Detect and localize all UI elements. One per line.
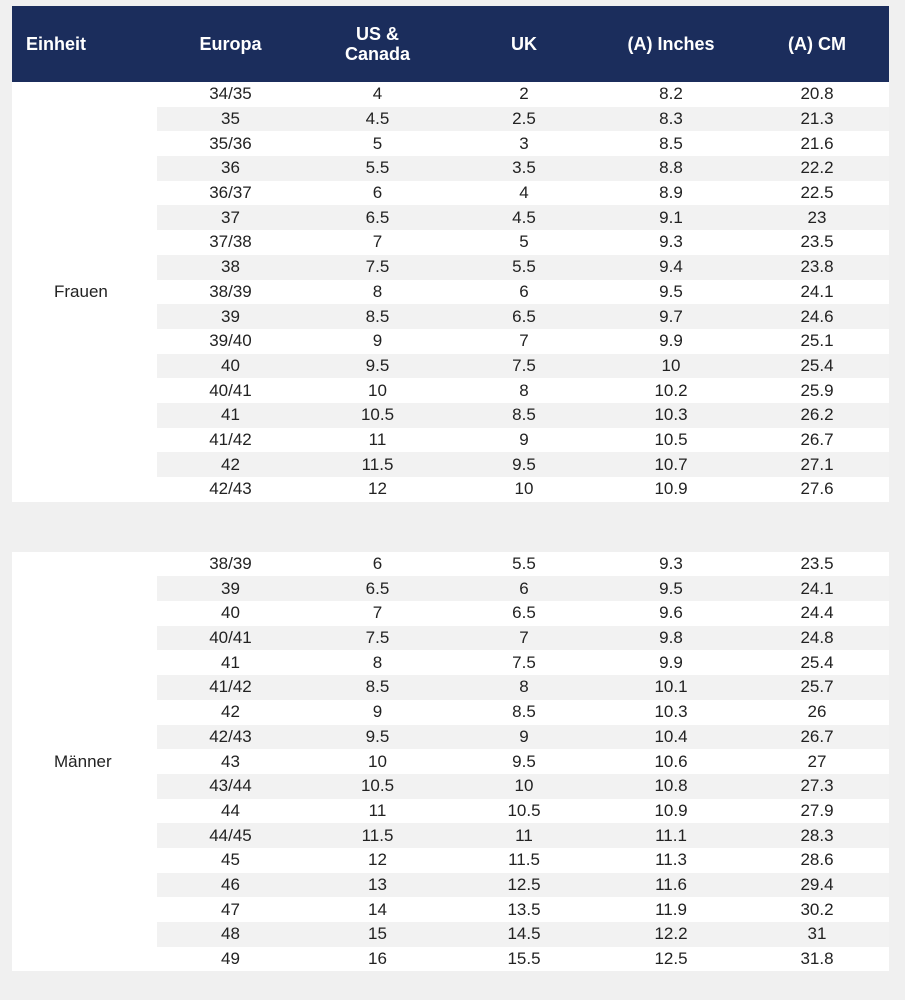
- cell-us-canada: 6: [372, 183, 383, 203]
- cell-uk: 8: [519, 677, 529, 697]
- cell-europa: 45: [221, 850, 240, 870]
- table-row: [157, 848, 889, 873]
- cell-us-canada: 9.5: [365, 726, 390, 746]
- table-row: [157, 354, 889, 379]
- cell-uk: 7.5: [512, 355, 536, 375]
- cell-europa: 38/39: [209, 554, 252, 574]
- cell-europa: 42: [221, 702, 240, 722]
- header-uk: UK: [511, 34, 537, 54]
- cell-us-canada: 10.5: [360, 776, 395, 796]
- cell-us-canada: 5.5: [365, 158, 390, 178]
- cell-us-canada: 7: [372, 232, 383, 252]
- cell-us-canada: 6.5: [365, 207, 390, 227]
- cell-cm: 20.8: [800, 84, 834, 104]
- cell-uk: 8: [519, 380, 529, 400]
- cell-uk: 9: [519, 429, 529, 449]
- cell-us-canada: 12: [368, 479, 387, 499]
- cell-us-canada: 7: [372, 603, 383, 623]
- cell-us-canada: 16: [368, 949, 387, 969]
- table-row: [157, 947, 889, 972]
- cell-us-canada: 6: [372, 554, 383, 574]
- cell-cm: 24.6: [800, 306, 834, 326]
- table-row: [157, 799, 889, 824]
- cell-uk: 10.5: [507, 800, 541, 820]
- cell-europa: 42/43: [209, 726, 252, 746]
- cell-us-canada: 9: [372, 331, 383, 351]
- cell-europa: 36: [221, 158, 240, 178]
- cell-uk: 5: [519, 232, 529, 252]
- cell-us-canada: 10: [368, 380, 387, 400]
- cell-cm: 27.9: [800, 800, 834, 820]
- cell-us-canada: 9: [372, 702, 383, 722]
- cell-cm: 26.7: [800, 726, 834, 746]
- cell-europa: 46: [221, 874, 240, 894]
- cell-europa: 40: [221, 355, 240, 375]
- cell-inches: 9.1: [659, 207, 683, 227]
- table-row: [157, 823, 889, 848]
- cell-us-canada: 11: [368, 800, 387, 820]
- table-row: [157, 82, 889, 107]
- cell-uk: 3: [519, 133, 529, 153]
- cell-us-canada: 8.5: [365, 306, 390, 326]
- cell-us-canada: 10: [368, 751, 387, 771]
- cell-cm: 28.3: [800, 825, 834, 845]
- cell-us-canada: 8: [372, 281, 383, 301]
- cell-inches: 10.3: [654, 702, 688, 722]
- cell-inches: 8.8: [659, 158, 683, 178]
- cell-inches: 9.5: [659, 578, 683, 598]
- cell-us-canada: 8.5: [365, 677, 390, 697]
- header-cm: (A) CM: [788, 34, 846, 54]
- cell-uk: 11.5: [508, 850, 540, 870]
- cell-inches: 10.3: [654, 405, 688, 425]
- table-row: [157, 156, 889, 181]
- cell-europa: 41/42: [209, 429, 252, 449]
- cell-europa: 43/44: [209, 776, 252, 796]
- cell-cm: 24.4: [800, 603, 834, 623]
- cell-inches: 10.9: [654, 479, 688, 499]
- cell-cm: 21.3: [800, 109, 834, 129]
- cell-cm: 25.1: [800, 331, 834, 351]
- cell-cm: 24.8: [800, 628, 834, 648]
- cell-europa: 40: [221, 603, 240, 623]
- cell-inches: 9.8: [659, 628, 683, 648]
- rows-frauen: [157, 82, 889, 502]
- cell-inches: 10.4: [654, 726, 688, 746]
- cell-cm: 25.9: [800, 380, 834, 400]
- cell-uk: 4.5: [512, 207, 536, 227]
- cell-inches: 8.9: [659, 183, 683, 203]
- cell-inches: 12.2: [654, 924, 688, 944]
- cell-us-canada: 4: [372, 84, 383, 104]
- cell-inches: 11.3: [655, 850, 687, 870]
- group-label-maenner: Männer: [54, 751, 112, 771]
- cell-us-canada: 13: [368, 874, 387, 894]
- cell-cm: 25.7: [800, 677, 834, 697]
- table-row: [157, 601, 889, 626]
- cell-uk: 7: [519, 628, 529, 648]
- cell-uk: 6: [519, 578, 529, 598]
- cell-uk: 9.5: [512, 751, 536, 771]
- cell-cm: 23.8: [800, 257, 834, 277]
- cell-inches: 9.3: [659, 232, 683, 252]
- table-row: [157, 650, 889, 675]
- cell-cm: 29.4: [800, 874, 834, 894]
- table-row: [157, 675, 889, 700]
- cell-cm: 31: [807, 924, 827, 944]
- cell-us-canada: 8: [372, 652, 383, 672]
- cell-cm: 24.1: [800, 281, 834, 301]
- cell-europa: 40/41: [209, 380, 252, 400]
- table-row: [157, 897, 889, 922]
- cell-us-canada: 10.5: [360, 405, 395, 425]
- cell-uk: 2: [519, 84, 529, 104]
- table-row: [157, 873, 889, 898]
- table-row: [157, 774, 889, 799]
- header-einheit: Einheit: [26, 34, 87, 54]
- cell-inches: 9.7: [659, 306, 683, 326]
- cell-us-canada: 4.5: [365, 109, 390, 129]
- table-row: [157, 280, 889, 305]
- table-row: [157, 378, 889, 403]
- cell-cm: 25.4: [800, 652, 834, 672]
- cell-inches: 9.5: [659, 281, 683, 301]
- cell-cm: 26: [807, 702, 827, 722]
- table-header: [12, 6, 889, 82]
- cell-inches: 11.9: [655, 899, 687, 919]
- group-maenner: [12, 552, 889, 972]
- table-row: [157, 749, 889, 774]
- cell-us-canada: 11.5: [361, 825, 394, 845]
- cell-europa: 35/36: [209, 133, 252, 153]
- cell-us-canada: 11.5: [361, 454, 394, 474]
- cell-europa: 35: [221, 109, 240, 129]
- cell-uk: 7: [519, 331, 529, 351]
- table-row: [157, 230, 889, 255]
- cell-us-canada: 11: [368, 429, 387, 449]
- cell-uk: 7.5: [512, 652, 536, 672]
- cell-europa: 41: [221, 405, 240, 425]
- cell-inches: 10.6: [654, 751, 688, 771]
- cell-europa: 49: [221, 949, 240, 969]
- cell-cm: 25.4: [800, 355, 834, 375]
- table-row: [157, 576, 889, 601]
- header-inches: (A) Inches: [627, 34, 715, 54]
- cell-inches: 10.5: [654, 429, 688, 449]
- cell-inches: 10.1: [654, 677, 688, 697]
- cell-europa: 40/41: [209, 628, 252, 648]
- cell-inches: 10: [661, 355, 681, 375]
- cell-cm: 22.5: [800, 183, 834, 203]
- cell-us-canada: 5: [372, 133, 383, 153]
- table-row: [157, 131, 889, 156]
- cell-europa: 39: [221, 306, 240, 326]
- size-chart-table: [12, 6, 889, 971]
- cell-europa: 43: [221, 751, 240, 771]
- cell-europa: 44/45: [209, 825, 252, 845]
- cell-cm: 27.1: [800, 454, 834, 474]
- cell-uk: 5.5: [512, 554, 536, 574]
- cell-inches: 10.8: [654, 776, 688, 796]
- cell-uk: 8.5: [512, 405, 536, 425]
- header-us-canada: US & Canada: [344, 24, 411, 64]
- rows-maenner: [157, 552, 889, 972]
- cell-inches: 9.9: [659, 331, 683, 351]
- cell-cm: 27.6: [800, 479, 834, 499]
- cell-cm: 21.6: [800, 133, 834, 153]
- cell-inches: 9.9: [659, 652, 683, 672]
- cell-uk: 13.5: [507, 899, 541, 919]
- cell-europa: 38: [221, 257, 240, 277]
- cell-europa: 36/37: [209, 183, 252, 203]
- table-row: [157, 626, 889, 651]
- cell-us-canada: 12: [368, 850, 387, 870]
- cell-inches: 10.7: [654, 454, 688, 474]
- cell-cm: 27.3: [800, 776, 834, 796]
- table-row: [157, 107, 889, 132]
- cell-cm: 27: [807, 751, 827, 771]
- cell-europa: 42/43: [209, 479, 252, 499]
- cell-uk: 15.5: [507, 949, 541, 969]
- table-row: [157, 477, 889, 502]
- cell-inches: 9.6: [659, 603, 683, 623]
- group-label-frauen: Frauen: [54, 281, 108, 301]
- cell-uk: 5.5: [512, 257, 536, 277]
- cell-europa: 42: [221, 454, 240, 474]
- cell-uk: 2.5: [512, 109, 536, 129]
- cell-uk: 10: [514, 479, 534, 499]
- cell-uk: 6.5: [512, 306, 536, 326]
- table-row: [157, 725, 889, 750]
- cell-cm: 24.1: [800, 578, 834, 598]
- cell-uk: 9: [519, 726, 529, 746]
- cell-cm: 23.5: [800, 554, 834, 574]
- cell-inches: 8.5: [659, 133, 683, 153]
- cell-europa: 48: [221, 924, 240, 944]
- cell-inches: 11.1: [655, 825, 687, 845]
- table-row: [157, 922, 889, 947]
- cell-uk: 6.5: [512, 603, 536, 623]
- cell-us-canada: 14: [368, 899, 387, 919]
- cell-us-canada: 7.5: [365, 257, 390, 277]
- cell-inches: 11.6: [655, 874, 687, 894]
- cell-europa: 47: [221, 899, 240, 919]
- cell-europa: 34/35: [209, 84, 252, 104]
- cell-uk: 8.5: [512, 702, 536, 722]
- cell-uk: 12.5: [507, 874, 541, 894]
- cell-uk: 11: [515, 825, 533, 845]
- cell-cm: 26.7: [800, 429, 834, 449]
- cell-cm: 23: [807, 207, 827, 227]
- table-row: [157, 181, 889, 206]
- table-row: [157, 329, 889, 354]
- cell-uk: 10: [514, 776, 534, 796]
- table-row: [157, 304, 889, 329]
- cell-cm: 31.8: [800, 949, 834, 969]
- cell-inches: 8.2: [659, 84, 683, 104]
- table-row: [157, 403, 889, 428]
- cell-cm: 30.2: [800, 899, 834, 919]
- cell-uk: 4: [519, 183, 529, 203]
- cell-us-canada: 6.5: [365, 578, 390, 598]
- cell-us-canada: 7.5: [365, 628, 390, 648]
- cell-uk: 6: [519, 281, 529, 301]
- table-row: [157, 452, 889, 477]
- cell-cm: 26.2: [800, 405, 834, 425]
- cell-uk: 3.5: [512, 158, 536, 178]
- cell-cm: 22.2: [800, 158, 834, 178]
- cell-inches: 12.5: [654, 949, 688, 969]
- cell-us-canada: 15: [368, 924, 387, 944]
- cell-europa: 38/39: [209, 281, 252, 301]
- group-separator: [12, 502, 889, 552]
- group-frauen: [12, 82, 889, 502]
- table-row: [157, 552, 889, 577]
- cell-cm: 23.5: [800, 232, 834, 252]
- cell-uk: 9.5: [512, 454, 536, 474]
- cell-inches: 9.4: [659, 257, 683, 277]
- cell-uk: 14.5: [507, 924, 541, 944]
- cell-europa: 41: [221, 652, 240, 672]
- cell-inches: 10.2: [654, 380, 688, 400]
- cell-us-canada: 9.5: [365, 355, 390, 375]
- header-europa: Europa: [199, 34, 262, 54]
- cell-inches: 8.3: [659, 109, 683, 129]
- cell-cm: 28.6: [800, 850, 834, 870]
- cell-europa: 37: [221, 207, 240, 227]
- cell-europa: 37/38: [209, 232, 252, 252]
- table-row: [157, 700, 889, 725]
- table-row: [157, 205, 889, 230]
- cell-europa: 39/40: [209, 331, 252, 351]
- cell-inches: 10.9: [654, 800, 688, 820]
- table-row: [157, 428, 889, 453]
- cell-europa: 39: [221, 578, 240, 598]
- cell-europa: 41/42: [209, 677, 252, 697]
- table-row: [157, 255, 889, 280]
- cell-inches: 9.3: [659, 554, 683, 574]
- cell-europa: 44: [221, 800, 240, 820]
